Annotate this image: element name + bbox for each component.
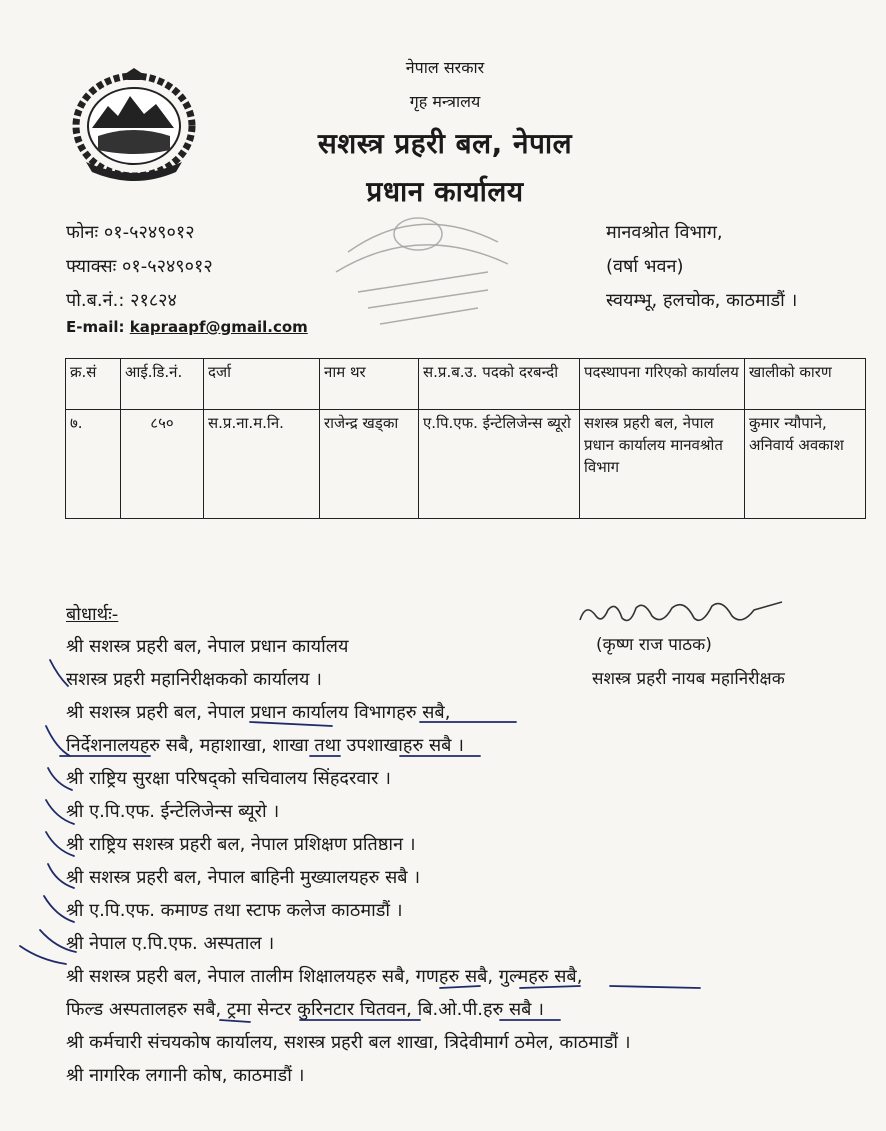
distribution-item: श्री सशस्त्र प्रहरी बल, नेपाल बाहिनी मुख्यालयहरु सबै ।	[66, 867, 421, 888]
column-header-sn: क्र.सं	[66, 359, 121, 410]
distribution-item: श्री ए.पि.एफ. कमाण्ड तथा स्टाफ कलेज काठमाडौं ।	[66, 900, 403, 921]
distribution-item: फिल्ड अस्पतालहरु सबै, ट्रमा सेन्टर कुरिनटार चितवन, बि.ओ.पी.हरु सबै ।	[66, 999, 545, 1020]
email-line	[66, 318, 308, 336]
distribution-item: श्री नेपाल ए.पि.एफ. अस्पताल ।	[66, 933, 275, 954]
column-header-reason: खालीको कारण	[745, 359, 866, 410]
email-label: E-mail:	[66, 318, 130, 336]
cell-id: ८५०	[121, 410, 204, 519]
cell-rank: स.प्र.ना.म.नि.	[204, 410, 320, 519]
signatory-name: (कृष्ण राज पाठक)	[596, 635, 712, 655]
column-header-office: पदस्थापना गरिएको कार्यालय	[580, 359, 745, 410]
office-name: प्रधान कार्यालय	[366, 175, 524, 208]
nepal-emblem-icon	[66, 66, 202, 182]
distribution-item: निर्देशनालयहरु सबै, महाशाखा, शाखा तथा उपशाखाहरु सबै ।	[66, 735, 464, 756]
distribution-item: श्री नागरिक लगानी कोष, काठमाडौं ।	[66, 1065, 305, 1086]
distribution-item: श्री राष्ट्रिय सुरक्षा परिषद्को सचिवालय सिंहदरवार ।	[66, 768, 391, 789]
phone-number: फोनः ०१-५२४९०१२	[66, 222, 195, 243]
column-header-name: नाम थर	[320, 359, 419, 410]
distribution-item: श्री सशस्त्र प्रहरी बल, नेपाल प्रधान कार्यालय	[66, 636, 349, 657]
organization-name: सशस्त्र प्रहरी बल, नेपाल	[317, 127, 573, 160]
distribution-item: श्री कर्मचारी संचयकोष कार्यालय, सशस्त्र प्रहरी बल शाखा, त्रिदेवीमार्ग ठमेल, काठमाडौं ।	[66, 1032, 631, 1053]
column-header-rank: दर्जा	[204, 359, 320, 410]
fax-number: फ्याक्सः ०१-५२४९०१२	[66, 256, 213, 277]
cell-name: राजेन्द्र खड्का	[320, 410, 419, 519]
distribution-item: श्री राष्ट्रिय सशस्त्र प्रहरी बल, नेपाल प्रशिक्षण प्रतिष्ठान ।	[66, 834, 416, 855]
distribution-item: श्री ए.पि.एफ. ईन्टेलिजेन्स ब्यूरो ।	[66, 801, 280, 822]
handwritten-signature-icon	[572, 596, 792, 630]
cell-sn: ७.	[66, 410, 121, 519]
cell-office: सशस्त्र प्रहरी बल, नेपाल प्रधान कार्यालय मानवश्रोत विभाग	[580, 410, 745, 519]
government-name: नेपाल सरकार	[405, 58, 485, 77]
email-link[interactable]: kapraapf@gmail.com	[129, 318, 308, 336]
cell-reason: कुमार न्यौपाने, अनिवार्य अवकाश	[745, 410, 866, 519]
table-header-row	[66, 359, 866, 410]
signatory-designation: सशस्त्र प्रहरी नायब महानिरीक्षक	[592, 669, 785, 689]
distribution-heading: बोधार्थः-	[66, 604, 119, 625]
department-name: मानवश्रोत विभाग,	[606, 222, 723, 243]
department-address: स्वयम्भू, हलचोक, काठमाडौं ।	[606, 290, 798, 311]
distribution-item: श्री सशस्त्र प्रहरी बल, नेपाल प्रधान कार्यालय विभागहरु सबै,	[66, 702, 451, 723]
distribution-item: सशस्त्र प्रहरी महानिरीक्षकको कार्यालय ।	[66, 669, 322, 690]
po-box: पो.ब.नं.: २१८२४	[66, 290, 177, 311]
column-header-post: स.प्र.ब.उ. पदको दरबन्दी	[419, 359, 580, 410]
column-header-id: आई.डि.नं.	[121, 359, 204, 410]
cell-post: ए.पि.एफ. ईन्टेलिजेन्स ब्यूरो	[419, 410, 580, 519]
office-stamp-icon	[318, 212, 518, 342]
posting-table	[65, 358, 866, 519]
ministry-name: गृह मन्त्रालय	[409, 92, 481, 111]
table-row	[66, 410, 866, 519]
department-building: (वर्षा भवन)	[606, 256, 684, 277]
distribution-item: श्री सशस्त्र प्रहरी बल, नेपाल तालीम शिक्षालयहरु सबै, गणहरु सबै, गुल्महरु सबै,	[66, 966, 583, 987]
